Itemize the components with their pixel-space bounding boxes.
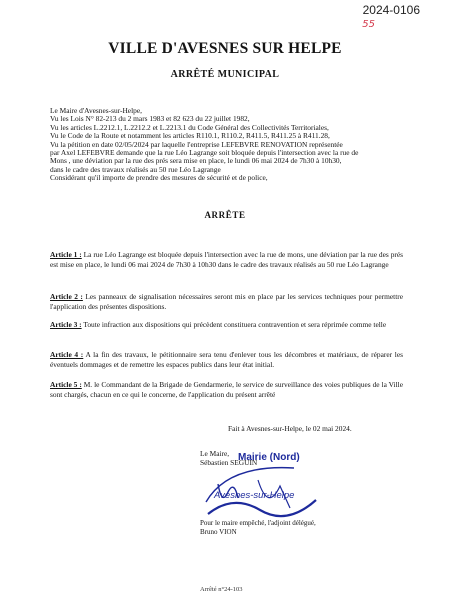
delegate-line: Pour le maire empêché, l'adjoint délégué, (200, 519, 316, 527)
preamble-line: Considérant qu'il importe de prendre des mesures de sécurité et de police, (50, 173, 268, 183)
mayor-title: Le Maire, (200, 449, 230, 458)
document-title: VILLE D'AVESNES SUR HELPE (108, 40, 342, 57)
signature-stroke (208, 500, 316, 516)
logo-text: Avesnes-sur-Helpe (214, 490, 295, 501)
article-4 (50, 350, 403, 369)
preamble-line: dans le cadre des travaux réalisés au 50 rue Léo Lagrange (50, 164, 221, 174)
preamble-line: par Axel LEFEBVRE demande que la rue Léo Lagrange soit bloquée depuis l'intersection avec la rue de (50, 148, 359, 158)
preamble-line: Vu les Lois N° 82-213 du 2 mars 1983 et 82 623 du 22 juillet 1982, (50, 114, 250, 124)
article-3 (50, 320, 403, 330)
preamble-line: Vu la pétition en date 02/05/2024 par laquelle l'entreprise LEFEBVRE RENOVATION représentée (50, 139, 343, 149)
decree-heading: ARRÊTE (204, 210, 246, 220)
article-text: La rue Léo Lagrange est bloquée depuis l'intersection avec la rue de mons, une déviation par la rue des prés est mise en place, le lundi 06 mai 2024 de 7h30 à 10h30 dans le cadre des travaux réalisés au 50 rue Léo Lagrange (50, 250, 404, 269)
article-label: Article 4 : (50, 350, 84, 359)
delegate-name: Bruno VION (200, 528, 237, 536)
preamble (50, 107, 410, 183)
article-label: Article 1 : (50, 250, 82, 259)
article-label: Article 5 : (50, 380, 82, 389)
preamble-line: Le Maire d'Avesnes-sur-Helpe, (50, 106, 142, 115)
article-5 (50, 380, 403, 399)
article-text: Toute infraction aux dispositions qui précèdent constituera contravention et sera réprimée comme telle (81, 320, 387, 329)
reference-number: 2024-0106 (362, 3, 420, 17)
handwritten-number: 55 (362, 19, 375, 30)
article-text: Les panneaux de signalisation nécessaires seront mis en place par les services techniques pour permettre l'application des présentes dispositions. (50, 292, 403, 311)
article-text: A la fin des travaux, le pétitionnaire sera tenu d'enlever tous les décombres et matériaux, de réparer les éventuels dommages et de remettre les espaces publics dans leur état initial. (50, 350, 403, 369)
signature-logo (198, 462, 328, 522)
mairie-stamp: Mairie (Nord) (238, 452, 300, 463)
footer-reference: Arrêté n°24-103 (200, 586, 243, 593)
article-1 (50, 250, 403, 269)
delegate-block (200, 519, 316, 537)
document-subtitle: ARRÊTÉ MUNICIPAL (170, 69, 280, 80)
article-text: M. le Commandant de la Brigade de Gendarmerie, le service de surveillance des voies publiques de la Ville sont chargés, chacun en ce qui le concerne, de l'application du présent arrêté (50, 380, 403, 399)
article-label: Article 3 : (50, 320, 82, 329)
signature-dateline: Fait à Avesnes-sur-Helpe, le 02 mai 2024. (228, 424, 352, 433)
preamble-line: Mons , une déviation par la rue des prés sera mise en place, le lundi 06 mai 2024 de 7h30 à 10h30, (50, 156, 342, 166)
mayor-name: Sébastien SEGUIN (200, 458, 258, 467)
article-label: Article 2 : (50, 292, 83, 301)
article-2 (50, 292, 403, 311)
preamble-line: Vu le Code de la Route et notamment les articles R110.1, R110.2, R411.5, R411.25 à R411.28, (50, 131, 330, 141)
preamble-line: Vu les articles L.2212.1, L.2212.2 et L.2213.1 du Code Général des Collectivités Territoriales, (50, 122, 329, 132)
